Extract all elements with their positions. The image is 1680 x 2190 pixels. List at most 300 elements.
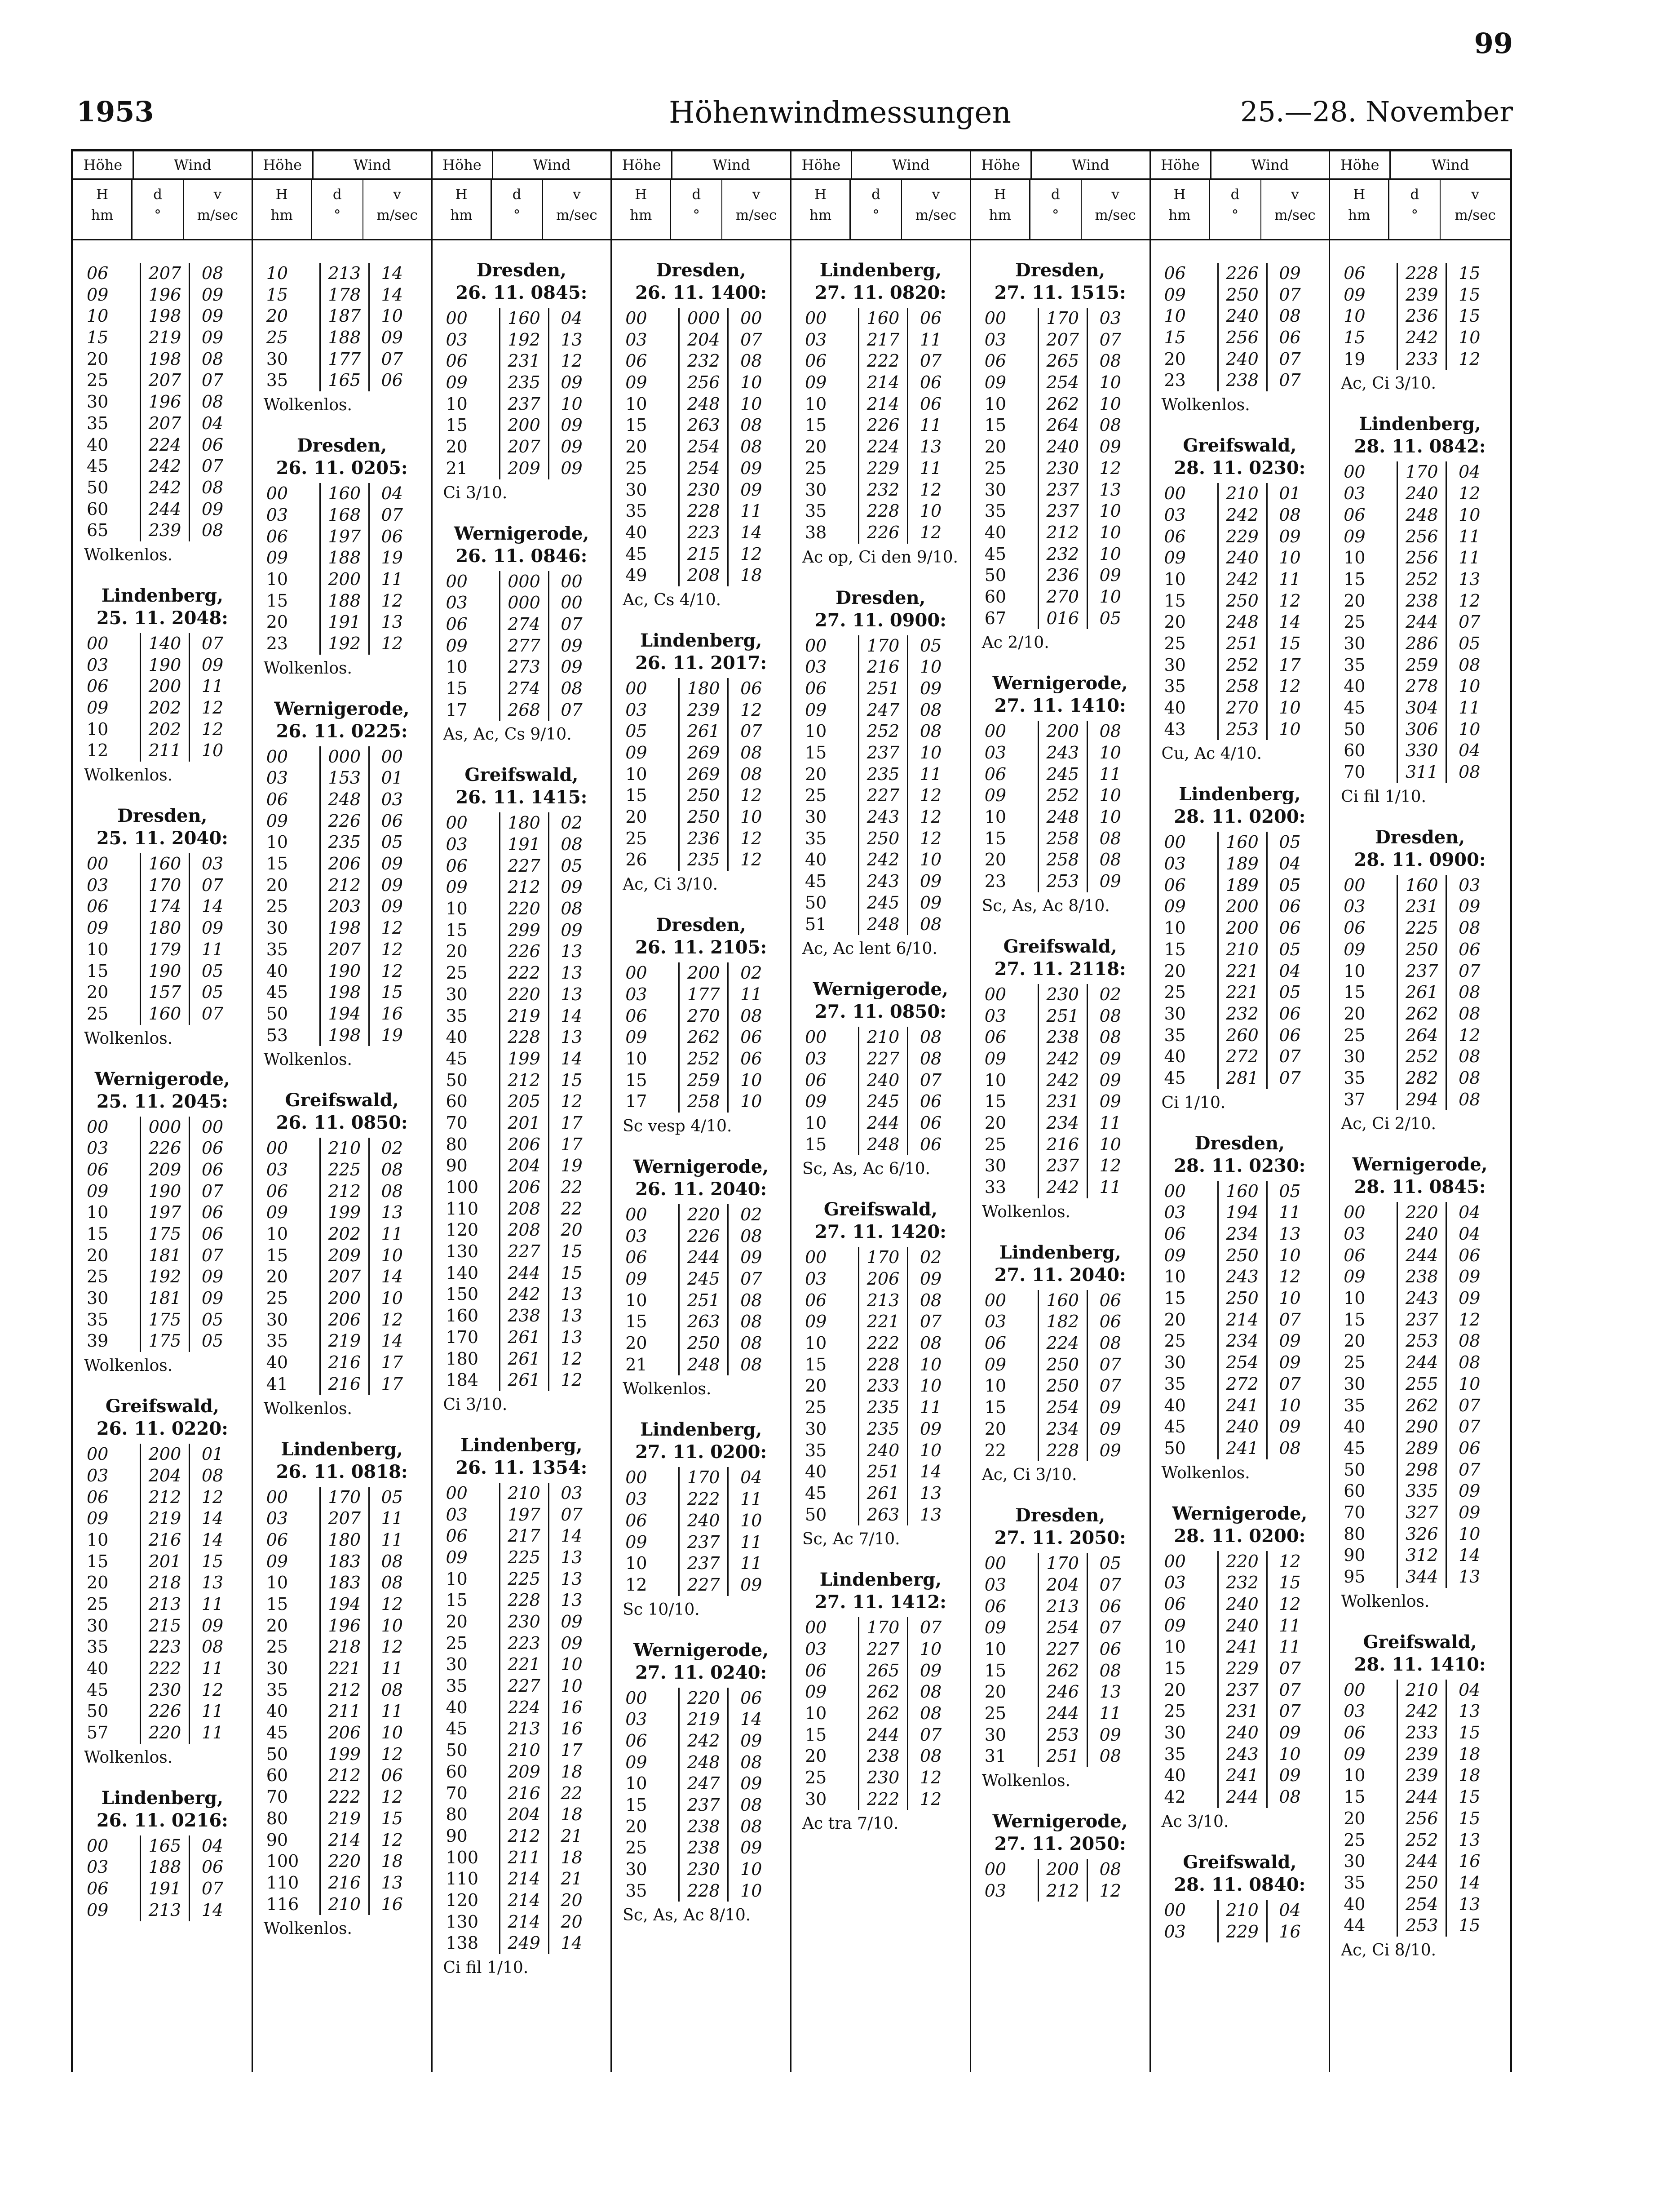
- cloud-note: Wolkenlos.: [84, 545, 173, 564]
- height-cell: 06: [87, 1487, 109, 1507]
- height-cell: 40: [1164, 1765, 1186, 1786]
- column-header: [971, 151, 1149, 180]
- speed-cell: 09: [561, 458, 583, 478]
- speed-cell: 12: [201, 698, 224, 718]
- direction-cell: 237: [499, 394, 549, 415]
- height-cell: 15: [266, 1594, 288, 1614]
- direction-cell: 206: [499, 1134, 549, 1156]
- height-cell: 15: [1164, 1288, 1186, 1308]
- table-row: [1330, 569, 1510, 590]
- speed-cell: 08: [201, 392, 224, 412]
- height-cell: 09: [446, 1547, 468, 1567]
- height-cell: 03: [266, 1159, 288, 1179]
- direction-cell: 243: [1217, 1266, 1268, 1288]
- speed-cell: 16: [1279, 1921, 1301, 1942]
- height-cell: 09: [266, 1202, 288, 1223]
- table-row: [433, 1091, 611, 1113]
- direction-cell: 253: [1397, 1330, 1447, 1352]
- height-cell: 20: [1344, 1331, 1366, 1351]
- wind-table: [612, 308, 790, 586]
- wind-table: [253, 746, 431, 1046]
- table-row: [1151, 1068, 1329, 1089]
- station-datetime: 27. 11. 0850:: [814, 1001, 946, 1023]
- wind-table: [971, 721, 1149, 892]
- speed-cell: 09: [920, 1269, 942, 1289]
- direction-cell: 311: [1397, 762, 1447, 783]
- table-row: [73, 1266, 252, 1288]
- direction-cell: 240: [1217, 306, 1268, 327]
- station-name: Wernigerode,: [454, 523, 589, 544]
- header-d: d: [332, 186, 342, 203]
- height-cell: 130: [446, 1241, 479, 1262]
- height-cell: 10: [625, 394, 647, 414]
- table-row: [433, 571, 611, 593]
- speed-cell: 08: [740, 1816, 762, 1836]
- speed-cell: 16: [561, 1697, 583, 1717]
- speed-cell: 09: [201, 328, 224, 348]
- table-row: [73, 1594, 252, 1615]
- cloud-note: Ac, Cs 4/10.: [623, 590, 721, 609]
- height-cell: 70: [446, 1783, 468, 1803]
- table-row: [253, 1508, 431, 1529]
- height-cell: 00: [805, 1027, 827, 1047]
- wind-table: [253, 483, 431, 655]
- station-datetime: 27. 11. 2118:: [994, 958, 1126, 980]
- speed-cell: 09: [1459, 1288, 1481, 1308]
- table-row: [73, 327, 252, 349]
- height-cell: 35: [1344, 1068, 1366, 1088]
- direction-cell: 230: [1038, 984, 1088, 1006]
- direction-cell: 286: [1397, 633, 1447, 655]
- direction-cell: 204: [499, 1804, 549, 1826]
- direction-cell: 230: [140, 1680, 190, 1701]
- table-row: [1151, 982, 1329, 1003]
- height-cell: 70: [1344, 1502, 1366, 1522]
- direction-cell: 250: [1217, 284, 1268, 306]
- speed-cell: 14: [561, 1933, 583, 1953]
- height-cell: 03: [625, 984, 647, 1004]
- table-row: [791, 522, 970, 544]
- direction-cell: 232: [1038, 544, 1088, 565]
- direction-cell: 212: [1038, 522, 1088, 544]
- table-row: [253, 939, 431, 961]
- table-row: [791, 892, 970, 914]
- direction-cell: 240: [1038, 436, 1088, 458]
- station-name: Lindenberg,: [640, 630, 762, 651]
- direction-cell: 226: [1217, 263, 1268, 284]
- height-cell: 06: [87, 676, 109, 696]
- height-cell: 25: [1164, 1701, 1186, 1721]
- table-row: [612, 1006, 790, 1027]
- direction-cell: 204: [140, 1465, 190, 1487]
- table-row: [1151, 590, 1329, 612]
- speed-cell: 14: [201, 896, 224, 917]
- table-row: [73, 939, 252, 961]
- height-cell: 15: [446, 1590, 468, 1610]
- height-cell: 20: [446, 437, 468, 457]
- direction-cell: 269: [678, 764, 729, 785]
- height-cell: 25: [87, 1267, 109, 1287]
- station-datetime: 26. 11. 0818:: [276, 1461, 408, 1482]
- table-row: [1151, 633, 1329, 655]
- speed-cell: 08: [920, 1027, 942, 1047]
- table-row: [612, 721, 790, 742]
- cloud-note: Ac tra 7/10.: [802, 1814, 899, 1833]
- direction-cell: 262: [858, 1681, 908, 1703]
- station-datetime: 27. 11. 0900:: [814, 609, 946, 631]
- table-row: [971, 329, 1149, 351]
- table-row: [791, 1789, 970, 1810]
- table-row: [1151, 370, 1329, 391]
- direction-cell: 180: [678, 678, 729, 700]
- speed-cell: 05: [1279, 939, 1301, 959]
- cloud-note: Wolkenlos.: [84, 1748, 173, 1767]
- height-cell: 06: [446, 1526, 468, 1546]
- speed-cell: 10: [740, 1070, 762, 1090]
- cloud-note: Ac, Ci 8/10.: [1341, 1941, 1437, 1959]
- height-cell: 110: [446, 1869, 479, 1889]
- table-row: [791, 1290, 970, 1312]
- cloud-note: Wolkenlos.: [263, 1399, 352, 1418]
- table-row: [433, 1370, 611, 1391]
- direction-cell: 200: [1217, 918, 1268, 939]
- table-row: [1151, 1744, 1329, 1765]
- height-cell: 09: [625, 1027, 647, 1047]
- table-row: [612, 1532, 790, 1553]
- table-row: [253, 1636, 431, 1658]
- wind-table: [1151, 1181, 1329, 1459]
- direction-cell: 240: [858, 1440, 908, 1462]
- height-cell: 06: [625, 1247, 647, 1268]
- speed-cell: 13: [201, 1573, 224, 1593]
- height-cell: 06: [1164, 875, 1186, 895]
- table-row: [1330, 1025, 1510, 1046]
- direction-cell: 282: [1397, 1068, 1447, 1089]
- speed-cell: 12: [1459, 1025, 1481, 1045]
- height-cell: 06: [625, 1006, 647, 1026]
- direction-cell: 216: [858, 656, 908, 678]
- speed-cell: 05: [561, 856, 583, 876]
- direction-cell: 170: [858, 635, 908, 657]
- direction-cell: 160: [858, 308, 908, 329]
- speed-cell: 07: [1279, 284, 1301, 305]
- height-cell: 15: [1344, 1309, 1366, 1330]
- speed-cell: 15: [381, 1808, 403, 1828]
- table-row: [1330, 1701, 1510, 1722]
- direction-cell: 241: [1217, 1395, 1268, 1417]
- direction-cell: 228: [1038, 1440, 1088, 1462]
- height-cell: 00: [625, 1467, 647, 1488]
- header-d-deg: [851, 180, 902, 239]
- height-cell: 10: [805, 1703, 827, 1723]
- station-datetime: 26. 11. 1400:: [635, 282, 767, 303]
- direction-cell: 202: [140, 719, 190, 740]
- table-row: [612, 1354, 790, 1376]
- height-cell: 20: [805, 764, 827, 784]
- table-row: [612, 1091, 790, 1113]
- direction-cell: 241: [1217, 1636, 1268, 1658]
- height-cell: 03: [446, 329, 468, 350]
- speed-cell: 14: [381, 284, 403, 305]
- direction-cell: 200: [319, 569, 370, 590]
- speed-cell: 12: [201, 719, 224, 739]
- table-row: [1151, 1921, 1329, 1943]
- direction-cell: 251: [858, 1461, 908, 1483]
- speed-cell: 08: [920, 721, 942, 741]
- speed-cell: 14: [561, 1006, 583, 1026]
- direction-cell: 223: [678, 522, 729, 544]
- table-row: [433, 700, 611, 721]
- speed-cell: 12: [201, 1487, 224, 1507]
- table-row: [971, 1333, 1149, 1354]
- header-wind: Wind: [712, 156, 750, 173]
- height-cell: 09: [984, 1048, 1007, 1068]
- table-row: [791, 436, 970, 458]
- table-row: [433, 1718, 611, 1740]
- height-cell: 37: [1344, 1089, 1366, 1109]
- direction-cell: 250: [1217, 590, 1268, 612]
- table-row: [73, 1636, 252, 1658]
- direction-cell: 223: [499, 1633, 549, 1654]
- speed-cell: 11: [1459, 698, 1481, 718]
- height-cell: 15: [446, 920, 468, 940]
- speed-cell: 08: [1279, 306, 1301, 326]
- height-cell: 10: [984, 1376, 1007, 1396]
- direction-cell: 219: [140, 1508, 190, 1529]
- direction-cell: 312: [1397, 1545, 1447, 1566]
- station-name: Lindenberg,: [999, 1241, 1121, 1263]
- direction-cell: 175: [140, 1224, 190, 1245]
- speed-cell: 17: [561, 1134, 583, 1154]
- table-row: [612, 1752, 790, 1773]
- height-cell: 35: [1164, 676, 1186, 696]
- speed-cell: 13: [561, 1284, 583, 1304]
- direction-cell: 214: [858, 394, 908, 415]
- speed-cell: 06: [1099, 1596, 1121, 1616]
- height-cell: 06: [87, 896, 109, 917]
- speed-cell: 15: [1459, 1787, 1481, 1807]
- height-cell: 50: [446, 1070, 468, 1090]
- speed-cell: 09: [1099, 1048, 1121, 1068]
- speed-cell: 15: [381, 982, 403, 1002]
- station-name: Wernigerode,: [94, 1068, 230, 1090]
- column-body: [433, 240, 611, 1979]
- height-cell: 25: [984, 1703, 1007, 1723]
- header-hoehe: Höhe: [971, 151, 1032, 178]
- speed-cell: 06: [740, 678, 762, 698]
- speed-cell: 02: [381, 1138, 403, 1158]
- wind-table: [612, 1688, 790, 1902]
- direction-cell: 244: [1397, 1851, 1447, 1872]
- direction-cell: 238: [1397, 1266, 1447, 1288]
- speed-cell: 07: [561, 1504, 583, 1525]
- height-cell: 35: [625, 501, 647, 521]
- table-row: [1330, 719, 1510, 740]
- table-row: [971, 1419, 1149, 1440]
- direction-cell: 214: [499, 1868, 549, 1890]
- table-row: [73, 306, 252, 327]
- table-row: [253, 569, 431, 590]
- speed-cell: 17: [1279, 655, 1301, 675]
- speed-cell: 12: [1279, 590, 1301, 611]
- height-cell: 35: [805, 828, 827, 848]
- height-cell: 30: [805, 1789, 827, 1809]
- table-row: [1151, 612, 1329, 633]
- station-datetime: 27. 11. 1412:: [814, 1592, 946, 1613]
- header-msec: m/sec: [1095, 207, 1136, 223]
- table-row: [73, 391, 252, 413]
- table-row: [1151, 284, 1329, 306]
- direction-cell: 207: [140, 413, 190, 434]
- direction-cell: 201: [499, 1113, 549, 1134]
- wind-table: [791, 635, 970, 935]
- height-cell: 06: [1164, 526, 1186, 546]
- height-cell: 90: [266, 1830, 288, 1850]
- height-cell: 45: [625, 544, 647, 564]
- speed-cell: 09: [1459, 1267, 1481, 1287]
- height-cell: 25: [1344, 1025, 1366, 1045]
- speed-cell: 10: [740, 1880, 762, 1901]
- direction-cell: 200: [1038, 721, 1088, 742]
- height-cell: 40: [446, 1697, 468, 1717]
- height-cell: 10: [1344, 306, 1366, 326]
- height-cell: 06: [266, 1529, 288, 1550]
- direction-cell: 253: [1038, 871, 1088, 892]
- table-row: [253, 1572, 431, 1594]
- height-cell: 03: [1344, 896, 1366, 917]
- direction-cell: 199: [499, 1048, 549, 1070]
- table-row: [1151, 306, 1329, 327]
- direction-cell: 208: [499, 1198, 549, 1220]
- speed-cell: 05: [1279, 1181, 1301, 1201]
- cloud-note: Ac 2/10.: [981, 634, 1049, 652]
- direction-cell: 258: [1217, 676, 1268, 697]
- direction-cell: 225: [499, 1569, 549, 1590]
- height-cell: 50: [87, 477, 109, 497]
- height-cell: 03: [1344, 1224, 1366, 1244]
- table-row: [971, 458, 1149, 479]
- speed-cell: 10: [740, 1510, 762, 1530]
- table-row: [971, 721, 1149, 742]
- height-cell: 09: [805, 1682, 827, 1702]
- wind-table: [791, 308, 970, 544]
- direction-cell: 251: [1038, 1746, 1088, 1767]
- direction-cell: 261: [499, 1370, 549, 1391]
- height-cell: 09: [625, 1532, 647, 1552]
- speed-cell: 08: [920, 1290, 942, 1310]
- station-name: Lindenberg,: [1359, 413, 1481, 435]
- table-row: [253, 1374, 431, 1395]
- direction-cell: 252: [1397, 1046, 1447, 1068]
- direction-cell: 262: [1038, 394, 1088, 415]
- table-row: [253, 811, 431, 832]
- table-row: [612, 700, 790, 721]
- table-row: [253, 1159, 431, 1181]
- speed-cell: 08: [920, 1746, 942, 1766]
- table-row: [73, 1900, 252, 1921]
- table-row: [253, 505, 431, 526]
- direction-cell: 227: [1038, 1639, 1088, 1660]
- speed-cell: 05: [381, 1487, 403, 1507]
- data-column: [1151, 151, 1331, 2072]
- direction-cell: 245: [678, 1268, 729, 1290]
- table-row: [1151, 1374, 1329, 1395]
- speed-cell: 06: [1279, 328, 1301, 348]
- speed-cell: 18: [381, 1851, 403, 1871]
- height-cell: 45: [1164, 1417, 1186, 1437]
- height-cell: 35: [266, 1680, 288, 1700]
- height-cell: 50: [266, 1744, 288, 1764]
- direction-cell: 238: [1038, 1027, 1088, 1048]
- table-row: [1330, 697, 1510, 719]
- height-cell: 09: [625, 1269, 647, 1289]
- direction-cell: 207: [319, 939, 370, 961]
- speed-cell: 20: [561, 1220, 583, 1240]
- table-row: [433, 877, 611, 898]
- height-cell: 35: [87, 1637, 109, 1657]
- table-row: [253, 746, 431, 768]
- direction-cell: 235: [858, 1419, 908, 1440]
- table-row: [73, 1330, 252, 1352]
- speed-cell: 08: [1459, 982, 1481, 1002]
- table-row: [1330, 1309, 1510, 1331]
- direction-cell: 220: [499, 898, 549, 920]
- speed-cell: 11: [740, 1532, 762, 1552]
- speed-cell: 08: [1459, 1046, 1481, 1067]
- speed-cell: 06: [740, 1048, 762, 1068]
- direction-cell: 221: [858, 1311, 908, 1333]
- speed-cell: 14: [381, 1331, 403, 1351]
- speed-cell: 09: [1279, 1723, 1301, 1743]
- table-row: [612, 565, 790, 586]
- height-cell: 40: [1344, 1894, 1366, 1914]
- height-cell: 50: [266, 1003, 288, 1024]
- direction-cell: 250: [858, 828, 908, 850]
- speed-cell: 08: [201, 1637, 224, 1657]
- direction-cell: 240: [1217, 1722, 1268, 1744]
- height-cell: 100: [266, 1851, 299, 1871]
- direction-cell: 221: [1217, 982, 1268, 1003]
- cloud-note: Ci fil 1/10.: [443, 1959, 529, 1977]
- table-row: [73, 1181, 252, 1202]
- station-name: Lindenberg,: [819, 260, 942, 281]
- direction-cell: 244: [1217, 1787, 1268, 1808]
- height-cell: 10: [984, 807, 1007, 827]
- direction-cell: 227: [858, 1048, 908, 1070]
- speed-cell: 12: [1099, 458, 1121, 478]
- table-row: [433, 1868, 611, 1890]
- direction-cell: 198: [140, 349, 190, 370]
- height-cell: 10: [87, 1202, 109, 1223]
- height-cell: 30: [87, 392, 109, 412]
- speed-cell: 09: [381, 875, 403, 895]
- height-cell: 30: [625, 479, 647, 500]
- height-cell: 20: [266, 612, 288, 632]
- direction-cell: 265: [858, 1660, 908, 1682]
- height-cell: 03: [87, 875, 109, 895]
- direction-cell: 237: [1038, 479, 1088, 501]
- table-row: [1330, 676, 1510, 697]
- height-cell: 40: [266, 1352, 288, 1373]
- wind-table: [1330, 875, 1510, 1111]
- direction-cell: 175: [140, 1330, 190, 1352]
- height-cell: 25: [446, 1633, 468, 1653]
- direction-cell: 177: [319, 349, 370, 370]
- header-deg: °: [1052, 207, 1059, 223]
- station-datetime: 27. 11. 2050:: [994, 1833, 1126, 1855]
- height-cell: 15: [625, 1070, 647, 1090]
- speed-cell: 04: [1279, 1900, 1301, 1920]
